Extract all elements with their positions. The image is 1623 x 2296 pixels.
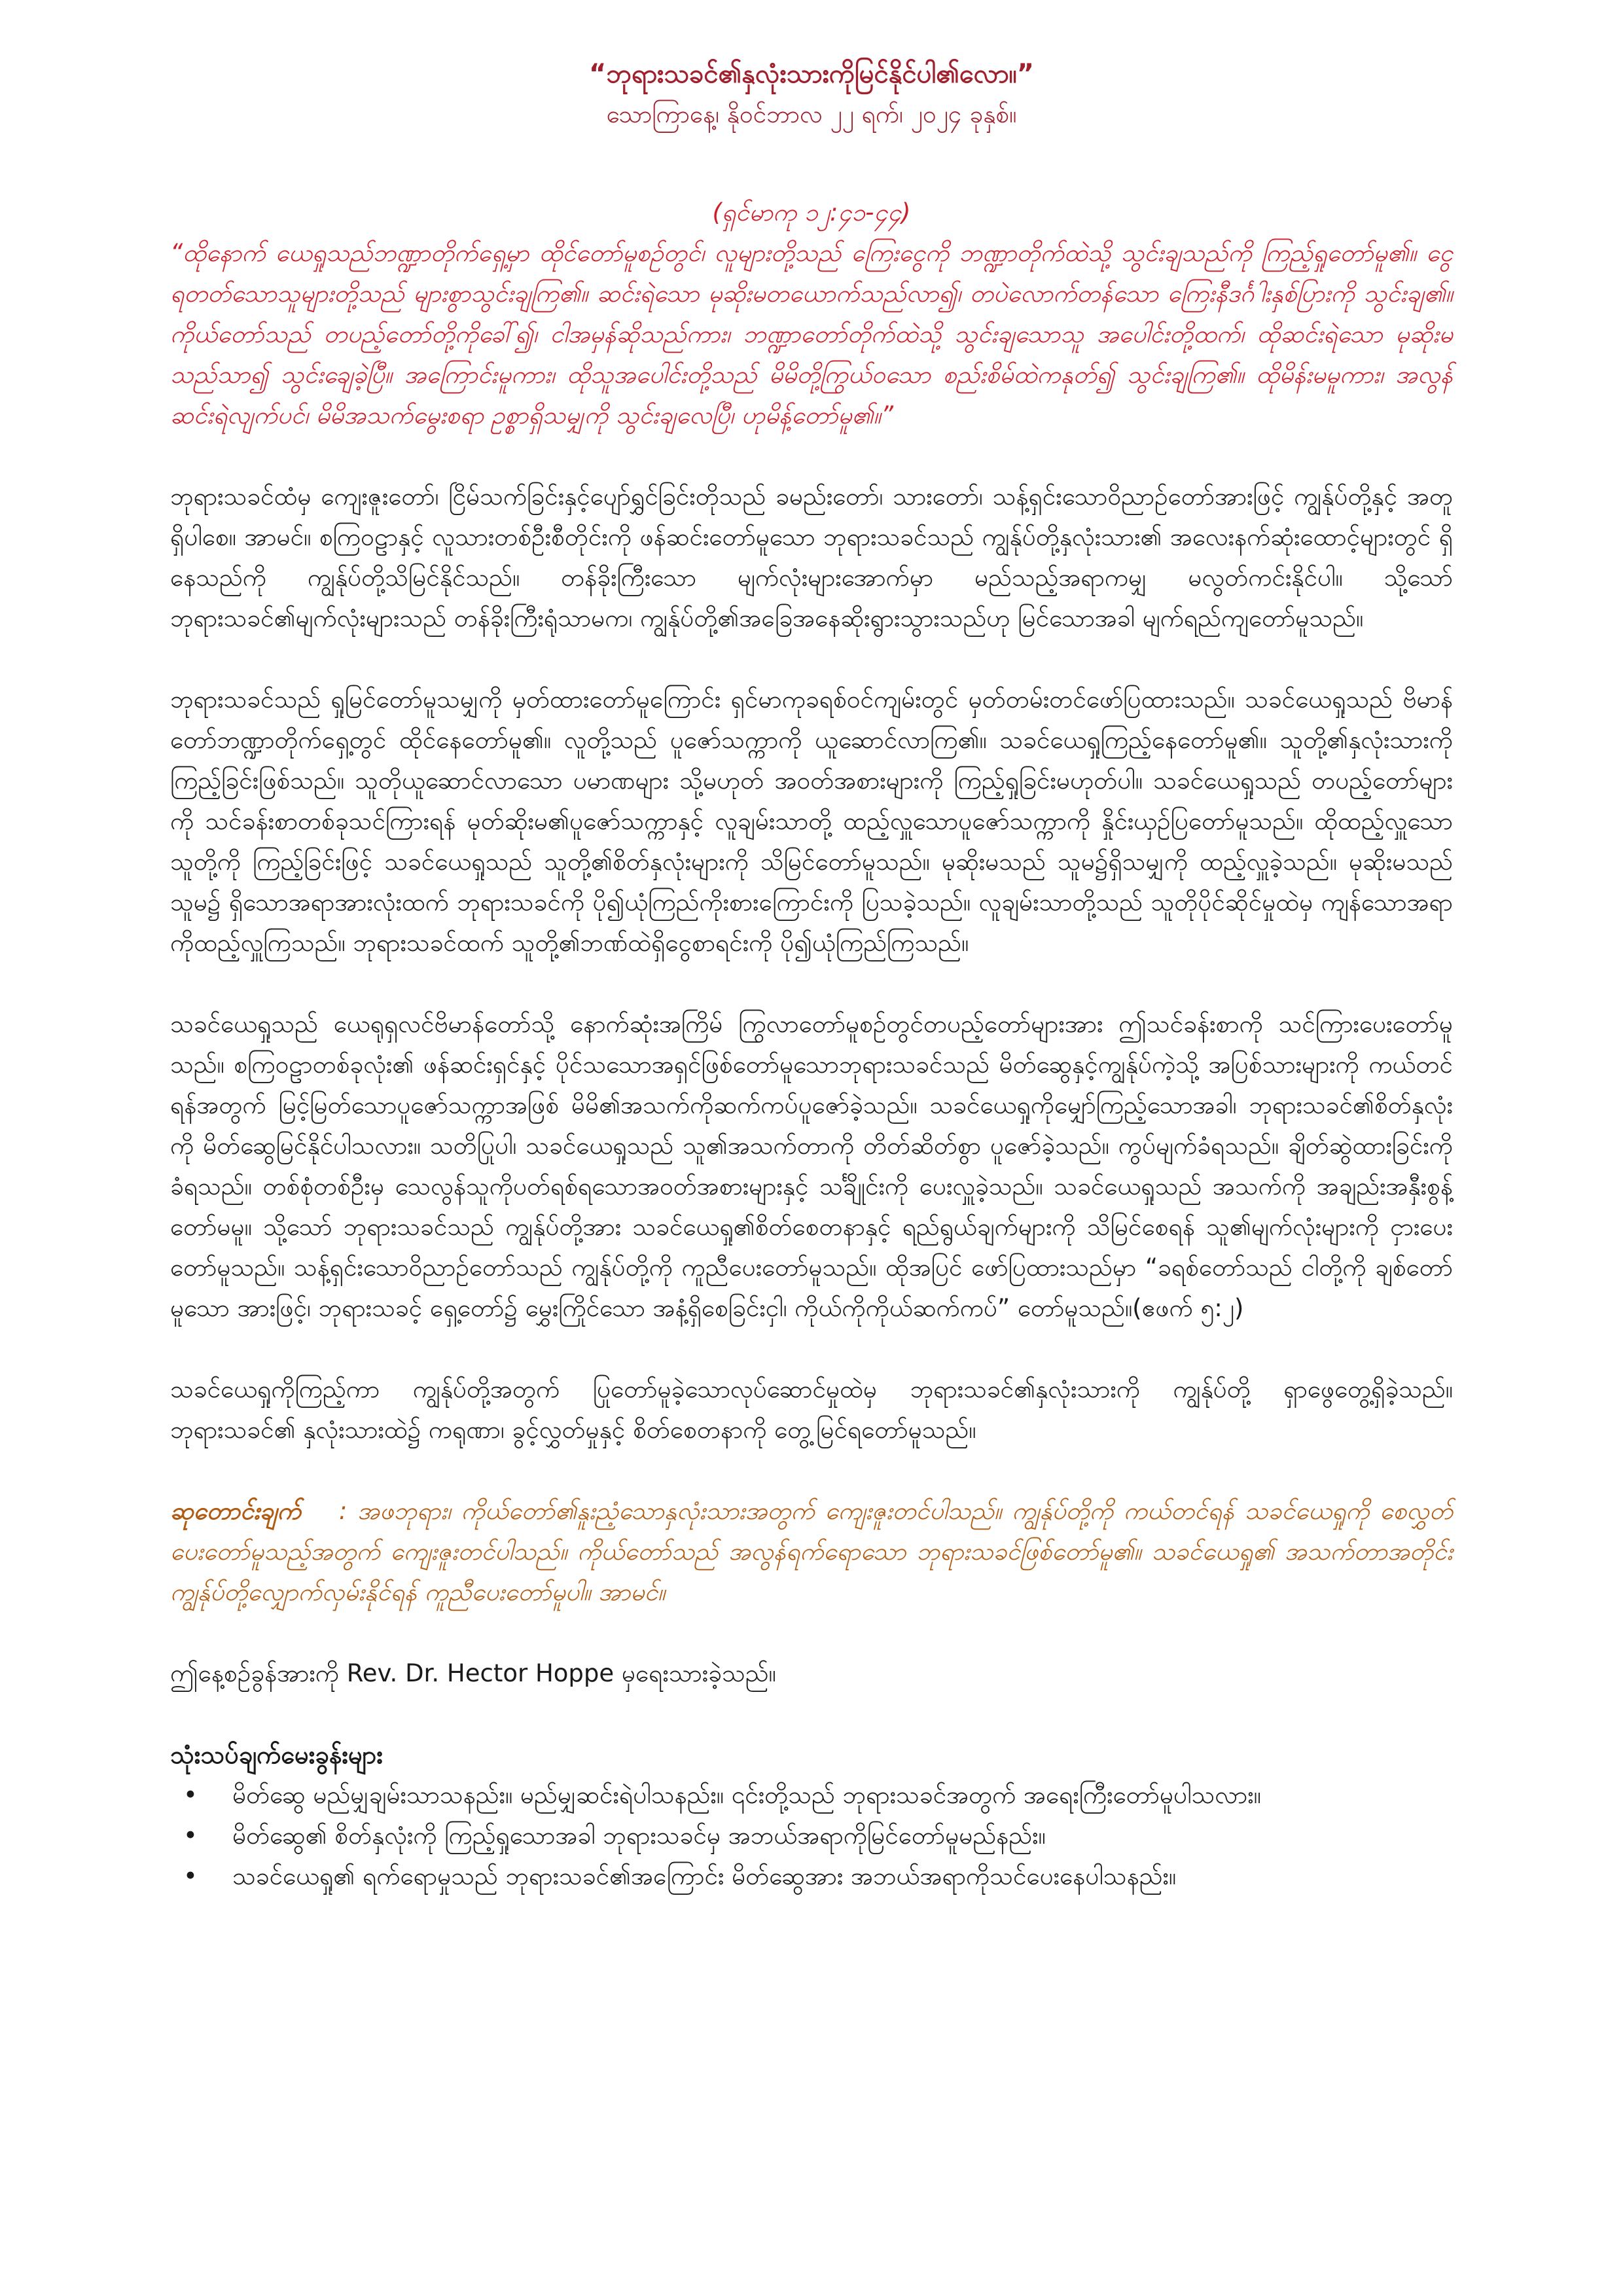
bullet-icon: •: [183, 1862, 198, 1890]
list-item: [183, 1775, 1453, 1816]
list-item: [183, 1816, 1453, 1856]
list-item: [183, 1856, 1453, 1897]
body-paragraph-3: သခင်ယေရှုသည် ယေရုရှလင်ဗိမာန်တော်သို့ နောက်ဆုံးအကြိမ် ကြွလာတော်မူစဉ်တွင်တပည့်တော်များအား ဤသင်ခန်းစာကို သင်ကြားပေးတော်မူသည်။ စကြဝဠာတစ်ခုလုံး၏ ဖန်ဆင်းရှင်နှင့် ပိုင်သသောအရှင်ဖြစ်တော်မူသောဘုရားသခင်သည် မိတ်ဆွေနှင့်ကျွန်ုပ်ကဲ့သို့ အပြစ်သားများကို ကယ်တင်ရန်အတွက် မြင့်မြတ်သောပူဇော်သက္ကာအဖြစ် မိမိ၏အသက်ကိုဆက်ကပ်ပူဇော်ခဲ့သည်။ သခင်ယေရှုကိုမျှော်ကြည့်သောအခါ၊ ဘုရားသခင်၏စိတ်နှလုံးကို မိတ်ဆွေမြင်နိုင်ပါသလား။ သတိပြုပါ၊ သခင်ယေရှုသည် သူ၏အသက်တာကို တိတ်ဆိတ်စွာ ပူဇော်ခဲ့သည်။ ကွပ်မျက်ခံရသည်။ ချိတ်ဆွဲထားခြင်းကိုခံရသည်။ တစ်စုံတစ်ဦးမှ သေလွန်သူကိုပတ်ရစ်ရသောအဝတ်အစားများနှင့် သင်္ချိုင်းကို ပေးလှူခဲ့သည်။ သခင်ယေရှုသည် အသက်ကို အချည်းအနှီးစွန့်တော်မမူ။ သို့သော် ဘုရားသခင်သည် ကျွန်ုပ်တို့အား သခင်ယေရှု၏စိတ်စေတနာနှင့် ရည်ရွယ်ချက်များကို သိမြင်စေရန် သူ၏မျက်လုံးများကို ငှားပေးတော်မူသည်။ သန့်ရှင်းသောဝိညာဉ်တော်သည် ကျွန်ုပ်တို့ကို ကူညီပေးတော်မူသည်။ ထိုအပြင် ဖော်ပြထားသည်မှာ “ခရစ်တော်သည် ငါတို့ကို ချစ်တော်မူသော အားဖြင့်၊ ဘုရားသခင့် ရှေ့တော်၌ မွှေးကြိုင်သော အနံ့ရှိစေခြင်းငှါ၊ ကိုယ်ကိုကိုယ်ဆက်ကပ်” တော်မူသည်။(ဧဖက် ၅:၂): [170, 1010, 1453, 1322]
dateline: သောကြာနေ့၊ နိုဝင်ဘာလ ၂၂ ရက်၊ ၂၀၂၄ ခုနှစ်။: [606, 100, 1017, 128]
page-title: “ဘုရားသခင်၏နှလုံးသားကိုမြင်နိုင်ပါ၏လော။”: [588, 59, 1035, 89]
scripture-text: “ထိုနောက် ယေရှုသည်ဘဏ္ဍာတိုက်ရှေ့မှာ ထိုင်တော်မူစဉ်တွင်၊ လူများတို့သည် ကြေးငွေကို ဘဏ္ဍာတိုက်ထဲသို့ သွင်းချသည်ကို ကြည့်ရှုတော်မူ၏။ ငွေရတတ်သောသူများတို့သည် များစွာသွင်းချကြ၏။ ဆင်းရဲသော မုဆိုးမတယောက်သည်လာ၍၊ တပဲလောက်တန်သော ကြေးနီဒင်္ဂါးနှစ်ပြားကို သွင်းချ၏။ ကိုယ်တော်သည် တပည့်တော်တို့ကိုခေါ်၍၊ ငါအမှန်ဆိုသည်ကား၊ ဘဏ္ဍာတော်တိုက်ထဲသို့ သွင်းချသောသူ အပေါင်းတို့ထက်၊ ထိုဆင်းရဲသော မုဆိုးမသည်သာ၍ သွင်းချေခဲ့ပြီ။ အကြောင်းမူကား၊ ထိုသူအပေါင်းတို့သည် မိမိတို့ကြွယ်ဝသော စည်းစိမ်ထဲကနုတ်၍ သွင်းချကြ၏။ ထိုမိန်းမမူကား၊ အလွန်ဆင်းရဲလျက်ပင်၊ မိမိအသက်မွေးစရာ ဥစ္စာရှိသမျှကို သွင်းချလေပြီ၊ ဟုမိန့်တော်မူ၏။”: [170, 239, 1453, 429]
question-text: မိတ်ဆွေ၏ စိတ်နှလုံးကို ကြည့်ရှုသောအခါ ဘုရားသခင်မှ အဘယ်အရာကိုမြင်တော်မူမည်နည်း။: [232, 1821, 1046, 1850]
bullet-icon: •: [183, 1821, 198, 1850]
question-text: မိတ်ဆွေ မည်မျှချမ်းသာသနည်း။ မည်မျှဆင်းရဲပါသနည်း။ ၎င်းတို့သည် ဘုရားသခင်အတွက် အရေးကြီးတော်မူပါသလား။: [232, 1781, 1261, 1809]
questions-heading: သုံးသပ်ချက်မေးခွန်းများ: [170, 1740, 383, 1769]
body-paragraph-4: သခင်ယေရှုကိုကြည့်ကာ ကျွန်ုပ်တို့အတွက် ပြုတော်မူခဲ့သောလုပ်ဆောင်မှုထဲမှ ဘုရားသခင်၏နှလုံးသားကို ကျွန်ုပ်တို့ ရှာဖွေတွေ့ရှိခဲ့သည်။ ဘုရားသခင်၏ နှလုံးသားထဲ၌ ကရုဏာ၊ ခွင့်လွှတ်မှုနှင့် စိတ်စေတနာကို တွေ့မြင်ရတော်မူသည်။: [170, 1375, 1453, 1444]
bullet-icon: •: [183, 1781, 198, 1809]
prayer-separator: :: [338, 1497, 348, 1525]
questions-list: [170, 1775, 1453, 1897]
author-line: ဤနေ့စဉ်ခွန်အားကို Rev. Dr. Hector Hoppe မှရေးသားခဲ့သည်။: [170, 1659, 776, 1687]
prayer-label: ဆုတောင်းချက်: [170, 1497, 301, 1525]
scripture-reference: (ရှင်မာကု ၁၂:၄၁-၄၄): [712, 198, 911, 226]
body-paragraph-2: ဘုရားသခင်သည် ရှုမြင်တော်မူသမျှကို မှတ်ထားတော်မူကြောင်း ရှင်မာကုခရစ်ဝင်ကျမ်းတွင် မှတ်တမ်းတင်ဖော်ပြထားသည်။ သခင်ယေရှုသည် ဗိမာန်တော်ဘဏ္ဍာတိုက်ရှေ့တွင် ထိုင်နေတော်မူ၏။ လူတို့သည် ပူဇော်သက္ကာကို ယူဆောင်လာကြ၏။ သခင်ယေရှုကြည့်နေတော်မူ၏။ သူတို့၏နှလုံးသားကို ကြည့်ခြင်းဖြစ်သည်။ သူတိုယူဆောင်လာသော ပမာဏများ သို့မဟုတ် အဝတ်အစားများကို ကြည့်ရှုခြင်းမဟုတ်ပါ။ သခင်ယေရှုသည် တပည့်တော်များကို သင်ခန်းစာတစ်ခုသင်ကြားရန် မုတ်ဆိုးမ၏ပူဇော်သက္ကာနှင့် လူချမ်းသာတို့ ထည့်လှူသောပူဇော်သက္ကာကို နှိုင်းယှဉ်ပြတော်မူသည်။ ထိုထည့်လှူသောသူတို့ကို ကြည့်ခြင်းဖြင့် သခင်ယေရှုသည် သူတို့၏စိတ်နှလုံးများကို သိမြင်တော်မူသည်။ မုဆိုးမသည် သူမ၌ရှိသမျှကို ထည့်လှူခဲ့သည်။ မုဆိုးမသည် သူမ၌ ရှိသောအရာအားလုံးထက် ဘုရားသခင်ကို ပို၍ယုံကြည်ကိုးစားကြောင်းကို ပြသခဲ့သည်။ လူချမ်းသာတို့သည် သူတိုပိုင်ဆိုင်မှုထဲမှ ကျန်သောအရာကိုထည့်လှူကြသည်။ ဘုရားသခင်ထက် သူတို့၏ဘဏ်ထဲရှိငွေစာရင်းကို ပို၍ယုံကြည်ကြသည်။: [170, 685, 1453, 957]
question-text: သခင်ယေရှု၏ ရက်ရောမှုသည် ဘုရားသခင်၏အကြောင်း မိတ်ဆွေအား အဘယ်အရာကိုသင်ပေးနေပါသနည်း။: [232, 1862, 1177, 1890]
prayer-text: အဖဘုရား၊ ကိုယ်တော်၏နူးညံ့သောနှလုံးသားအတွက် ကျေးဇူးတင်ပါသည်။ ကျွန်ုပ်တို့ကို ကယ်တင်ရန် သခင်ယေရှုကို စေလွှတ်ပေးတော်မူသည့်အတွက် ကျေးဇူးတင်ပါသည်။ ကိုယ်တော်သည် အလွန်ရက်ရောသော ဘုရားသခင်ဖြစ်တော်မူ၏။ သခင်ယေရှု၏ အသက်တာအတိုင်း ကျွန်ုပ်တို့လျှောက်လှမ်းနိုင်ရန် ကူညီပေးတော်မူပါ။ အာမင်။: [170, 1497, 1454, 1606]
prayer-block: [170, 1491, 1453, 1613]
body-paragraph-1: ဘုရားသခင်ထံမှ ကျေးဇူးတော်၊ ငြိမ်သက်ခြင်းနှင့်ပျော်ရွှင်ခြင်းတိုသည် ခမည်းတော်၊ သားတော်၊ သန့်ရှင်းသောဝိညာဉ်တော်အားဖြင့် ကျွန်ုပ်တို့နှင့် အတူရှိပါစေ။ အာမင်။ စကြဝဠာနှင့် လူသားတစ်ဦးစီတိုင်းကို ဖန်ဆင်းတော်မူသော ဘုရားသခင်သည် ကျွန်ုပ်တို့နှလုံးသား၏ အလေးနက်ဆုံးထောင့်များတွင် ရှိနေသည်ကို ကျွန်ုပ်တို့သိမြင်နိုင်သည်။ တန်ခိုးကြီးသော မျက်လုံးများအောက်မှာ မည်သည့်အရာကမျှ မလွတ်ကင်းနိုင်ပါ။ သို့သော် ဘုရားသခင်၏မျက်လုံးများသည် တန်ခိုးကြီးရုံသာမက၊ ကျွန်ုပ်တို့၏အခြေအနေဆိုးရွားသွားသည်ဟု မြင်သောအခါ မျက်ရည်ကျတော်မူသည်။: [170, 482, 1453, 632]
